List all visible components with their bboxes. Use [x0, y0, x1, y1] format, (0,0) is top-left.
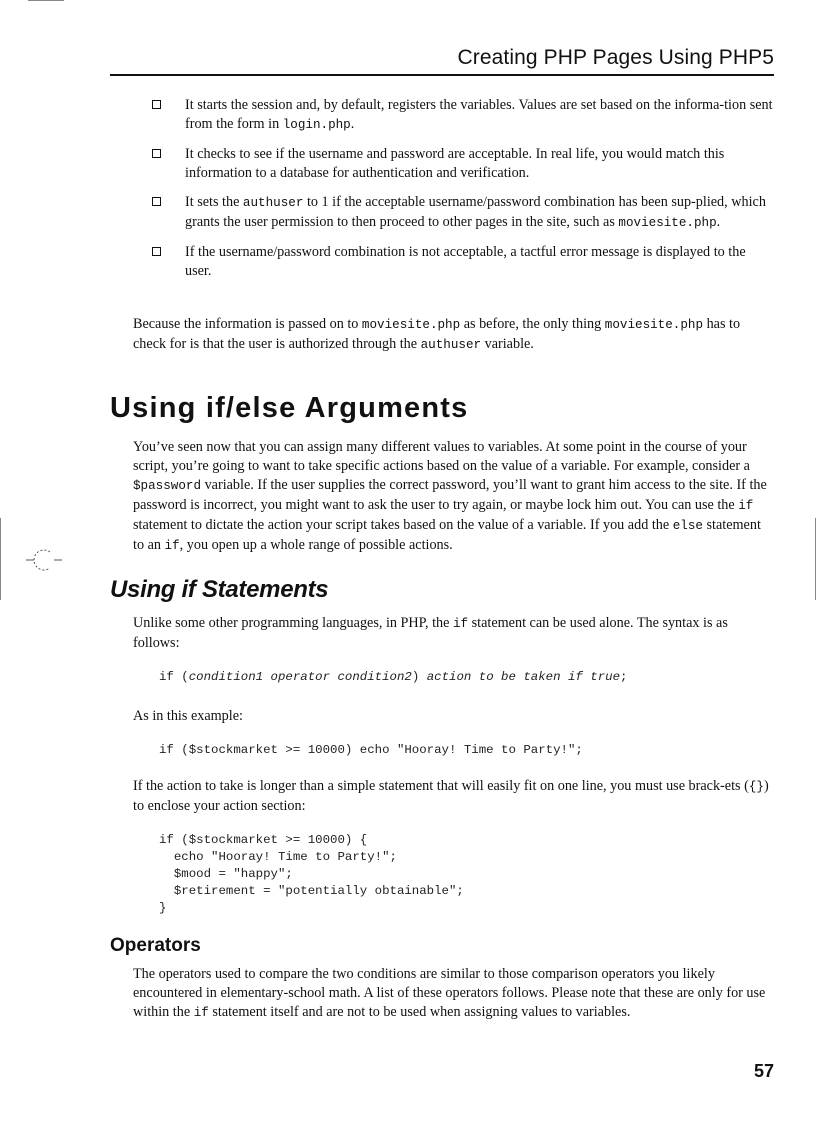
- text-run: , you open up a whole range of possible actions.: [179, 537, 453, 553]
- inline-code: authuser: [420, 338, 482, 352]
- running-header: [110, 46, 774, 76]
- checkbox-bullet-icon: [152, 149, 161, 158]
- registration-mark-icon: [22, 546, 66, 574]
- text-run: Unlike some other programming languages, in PHP, the: [133, 615, 453, 631]
- text-run: if (: [159, 670, 189, 684]
- code-example: if ($stockmarket >= 10000) echo "Hooray! Time to Party!";: [159, 743, 583, 757]
- paragraph-operators: [133, 965, 774, 1023]
- text-run: statement can be used alone. The syntax is as follows:: [133, 615, 728, 651]
- bullet-list: [152, 96, 774, 291]
- bullet-item: [152, 243, 774, 281]
- inline-code: else: [672, 519, 703, 533]
- paragraph-if-else-intro: [133, 438, 774, 556]
- inline-code: {}: [748, 780, 764, 794]
- code-block-stockmarket: if ($stockmarket >= 10000) { echo "Hooray! Time to Party!"; $mood = "happy"; $retirement = "potentially obtainable"; }: [159, 833, 464, 915]
- text-run: .: [716, 214, 721, 230]
- heading-using-if-else: Using if/else Arguments: [110, 392, 469, 424]
- text-run: The operators used to compare the two conditions are similar to those comparison operators you likely encountered in elementary-school math. A list of these operators follows. Please note that these are only for use within the: [133, 966, 766, 1020]
- inline-code: if: [193, 1006, 209, 1020]
- inline-code: login.php: [282, 118, 351, 132]
- bullet-item: [152, 145, 774, 183]
- text-run: You’ve seen now that you can assign many different values to variables. At some point in the course of your script, you’re going to want to take specific actions based on the value of a variable. For example, consider a: [133, 439, 750, 474]
- bullet-item: [152, 96, 774, 135]
- paragraph-authuser: [133, 315, 774, 355]
- crop-mark-left: [0, 518, 1, 600]
- heading-using-if-statements: Using if Statements: [110, 576, 329, 603]
- inline-code: $password: [133, 479, 202, 493]
- text-run: Because the information is passed on to: [133, 316, 362, 332]
- inline-code: moviesite.php: [361, 318, 461, 332]
- text-run: ;: [620, 670, 628, 684]
- inline-code: moviesite.php: [604, 318, 704, 332]
- text-run: statement to an: [133, 517, 761, 553]
- text-run: ): [411, 670, 427, 684]
- inline-code: if: [164, 539, 180, 553]
- crop-mark-top: [28, 0, 64, 1]
- checkbox-bullet-icon: [152, 247, 161, 256]
- inline-code: if: [738, 499, 754, 513]
- checkbox-bullet-icon: [152, 100, 161, 109]
- text-run: ) to enclose your action section:: [133, 778, 769, 814]
- code-placeholder: action to be taken if true: [426, 670, 621, 684]
- bullet-text: [185, 97, 773, 132]
- page-number: 57: [753, 1061, 774, 1081]
- text-run: If the action to take is longer than a simple statement that will easily fit on one line, you must use brack-ets (: [133, 778, 749, 794]
- inline-code: authuser: [242, 196, 304, 210]
- text-run: If the username/password combination is not acceptable, a tactful error message is displayed to the user.: [185, 244, 746, 279]
- running-header-title: Creating PHP Pages Using PHP5: [457, 46, 774, 69]
- bullet-text: [185, 146, 724, 181]
- inline-code: moviesite.php: [618, 216, 717, 230]
- text-run: statement to dictate the action your script takes based on the value of a variable. If you add the: [133, 517, 673, 533]
- text-run: variable. If the user supplies the correct password, you’ll want to grant him access to the site. If the password is incorrect, you might want to ask the user to try again, or maybe lock him out. You can use the: [133, 477, 767, 513]
- bullet-item: [152, 193, 774, 233]
- text-run: to 1 if the acceptable username/password combination has been sup-plied, which grants the user permission to then proceed to other pages in the site, such as: [185, 194, 766, 230]
- text-run: It sets the: [185, 194, 243, 210]
- text-run: .: [350, 116, 355, 132]
- text-run: variable.: [481, 336, 534, 352]
- code-syntax: [159, 669, 627, 686]
- text-run: statement itself and are not to be used when assigning values to variables.: [208, 1004, 631, 1020]
- paragraph-if-intro: [133, 614, 774, 653]
- bullet-text: [185, 244, 746, 279]
- text-run: It starts the session and, by default, registers the variables. Values are set based on the informa-tion sent from the form in: [185, 97, 773, 132]
- paragraph-example: As in this example:: [133, 708, 243, 724]
- heading-operators: Operators: [110, 935, 201, 956]
- text-run: as before, the only thing: [460, 316, 605, 332]
- checkbox-bullet-icon: [152, 197, 161, 206]
- text-run: has to check for is that the user is authorized through the: [133, 316, 741, 352]
- inline-code: if: [452, 617, 469, 631]
- bullet-text: [185, 194, 766, 230]
- code-placeholder: condition1 operator condition2: [188, 670, 412, 684]
- text-run: It checks to see if the username and password are acceptable. In real life, you would match this information to a database for authentication and verification.: [185, 146, 725, 181]
- paragraph-brackets: [133, 777, 774, 816]
